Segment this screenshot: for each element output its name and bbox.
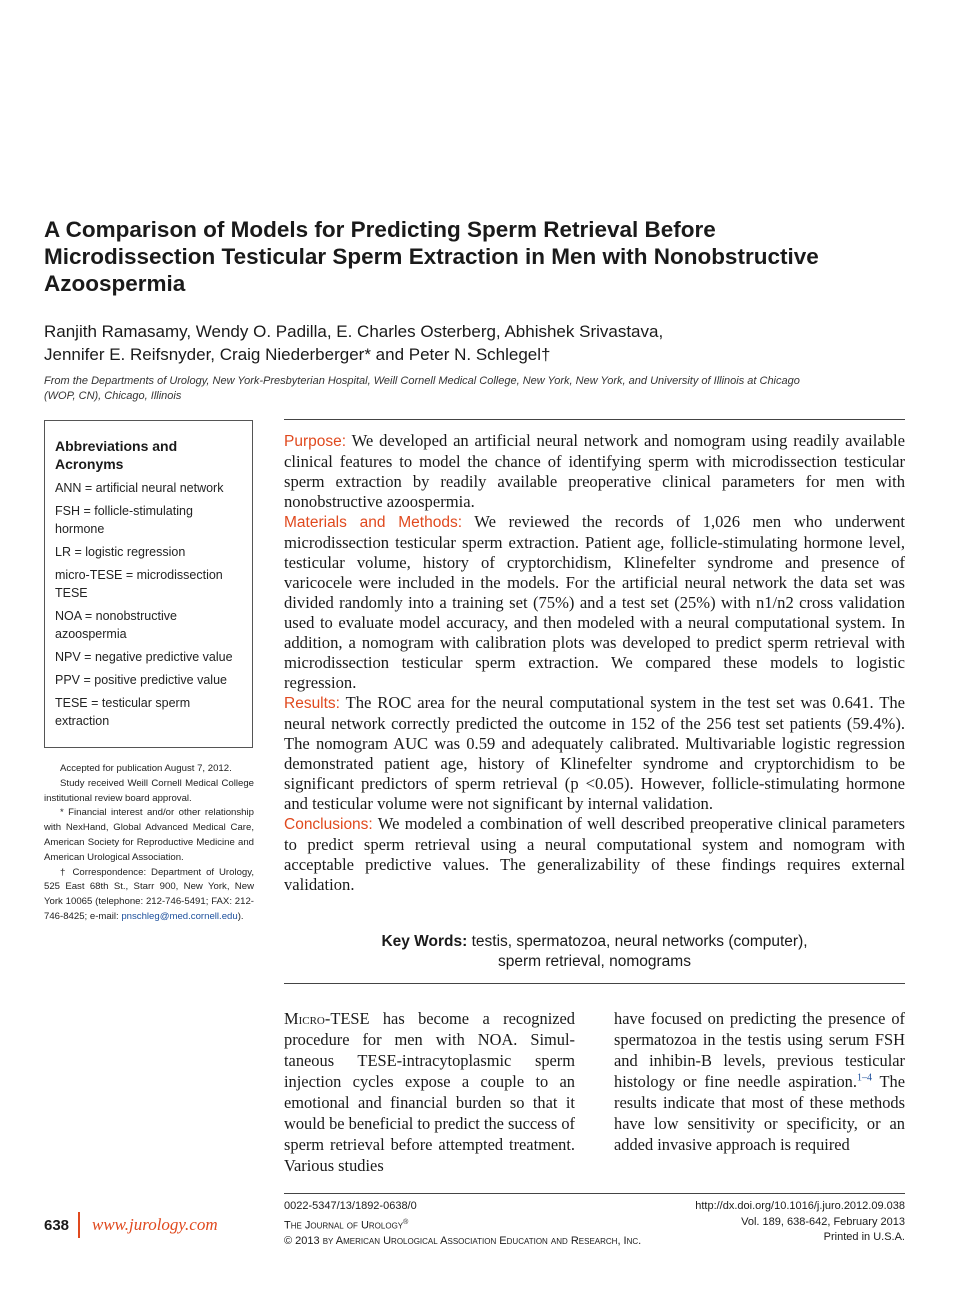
body-text-right-2: The results indicate that most of these methods have low sensitivity or specificity, or an added invasive approach is required [614,1072,905,1154]
issn: 0022-5347/13/1892-0638/0 [284,1200,417,1212]
journal-name: The Journal of Urology [284,1219,404,1232]
top-divider [284,419,905,420]
abbreviation-item: NOA = nonobstructive azoospermia [55,609,177,641]
purpose-label: Purpose: [284,433,347,450]
footer-divider [284,1193,905,1194]
abbreviation-item: TESE = testicular sperm extraction [55,696,191,728]
abbreviation-item: micro-TESE = microdissection TESE [55,568,223,600]
conclusions-text: We modeled a combination of well described preoperative clinical parameters to predict sperm retrieval using a neural computational system and nomogram with acceptable predictive values. The generalizability of these findings requires external validation. [284,814,906,894]
article-title: A Comparison of Models for Predicting Sperm Retrieval Before Microdissection Testicular Sperm Extraction in Men with Nonobstructive Azoospermia [44,217,819,296]
key-words-first: testis, spermatozoa, neural networks (computer), [471,933,808,950]
correspondence-note [44,866,254,925]
results-label: Results: [284,695,340,712]
correspondence-text: † Correspondence: Department of Urology, 525 East 68th St., Starr 900, New York, New York 10065 (telephone: 212-746-5491; FAX: 212-746-8425; e-mail: [44,866,254,922]
abbreviation-item: NPV = negative predictive value [55,650,233,664]
copyright: © 2013 by American Urological Association Education and Research, Inc. [284,1234,642,1247]
body-text-right-1: have focused on predicting the presence of spermatozoa in the testis using serum FSH and inhibin-B levels, previous testicular histology or fine needle aspiration. [614,1009,905,1091]
registered-mark: ® [403,1218,409,1226]
email-link[interactable]: pnschleg@med.cornell.edu [121,910,238,922]
abbreviation-item: LR = logistic regression [55,545,186,559]
footer-publication-info [640,1199,905,1246]
abbreviation-item: PPV = positive predictive value [55,673,227,687]
key-words-label: Key Words: [381,933,468,950]
accepted-note: Accepted for publication August 7, 2012. [60,763,232,774]
body-column-right [614,1008,905,1155]
printed-in: Printed in U.S.A. [823,1231,905,1243]
authors-line-1: Ranjith Ramasamy, Wendy O. Padilla, E. Charles Osterberg, Abhishek Srivastava, [44,322,664,341]
abstract-methods [284,512,905,693]
keywords-divider [284,983,905,984]
results-text: The ROC area for the neural computational system in the test set was 0.641. The neural network correctly predicted the outcome in 152 of the 256 test set patients (59.4%). The nomogram AUC was 0.59 and adequately calibrated. Multivariable logistic regression demonstrated patient age, history of Klinefelter syndrome and cryptorchidism to be significant predictors of sperm retrieval (p <0.05). However, follicle-stimulating hormone and testicular volume were not significant by internal validation. [284,693,905,813]
abbreviations-box [44,420,253,748]
body-text-left: -TESE has become a recognized procedure for men with NOA. Simultaneous TESE-intracytoplasmic sperm injection cycles expose a couple to an emotional and financial burden so that it would be beneficial to predict the success of sperm retrieval before attempted treatment. Various studies [284,1009,575,1175]
page-number: 638 [44,1217,70,1234]
lead-word: Micro [284,1009,325,1028]
reference-link[interactable]: 1–4 [856,1072,872,1084]
abstract-purpose [284,431,905,512]
key-words-line-1 [284,932,905,952]
article-notes [44,762,254,925]
abbreviations-title: Abbreviations and Acronyms [55,438,178,472]
methods-text: We reviewed the records of 1,026 men who underwent microdissection testicular sperm extraction. Patient age, follicle-stimulating hormone level, testicular volume, history of cryptorchidism, Klinefelter syndrome and presence of varicocele were included in the models. For the artificial neural network the data set was divided randomly into a training set (75%) and a test set (25%) with n1/n2 cross validation used to evaluate model accuracy, and then modeled with a neural computational system. In addition, a nomogram with calibration plots was developed to predict sperm retrieval with microdissection testicular sperm extraction. We compared these models to logistic regression. [284,512,905,692]
abstract-conclusions [284,814,905,895]
page-separator [78,1212,80,1238]
abstract [284,431,905,895]
journal-website-link[interactable]: www.jurology.com [92,1215,218,1234]
author-list [44,320,904,366]
authors-line-2: Jennifer E. Reifsnyder, Craig Niederberger* and Peter N. Schlegel† [44,345,551,364]
financial-note: * Financial interest and/or other relationship with NexHand, Global Advanced Medical Care, American Society for Reproductive Medicine and American Urological Association. [44,807,254,863]
abstract-results [284,693,905,814]
methods-label: Materials and Methods: [284,514,462,531]
key-words [284,932,905,972]
correspondence-end: ). [237,910,244,922]
volume-info: Vol. 189, 638-642, February 2013 [741,1215,905,1228]
purpose-text: We developed an artificial neural network and nomogram using readily available clinical features to model the chance of identifying sperm with microdissection testicular sperm extraction by readily available preoperative clinical parameters for men with nonobstructive azoospermia. [284,431,905,511]
key-words-line-2: sperm retrieval, nomograms [498,953,691,970]
conclusions-label: Conclusions: [284,816,373,833]
abbreviation-item: FSH = follicle-stimulating hormone [55,504,193,536]
affiliation: From the Departments of Urology, New York-Presbyterian Hospital, Weill Cornell Medical College, New York, New York, and University of Illinois at Chicago (WOP, CN), Chicago, Illinois [44,375,800,402]
body-column-left [284,1008,575,1176]
doi-link[interactable]: http://dx.doi.org/10.1016/j.juro.2012.09.038 [695,1200,905,1212]
abbreviation-item: ANN = artificial neural network [55,481,224,495]
irb-note: Study received Weill Cornell Medical College institutional review board approval. [44,777,254,804]
